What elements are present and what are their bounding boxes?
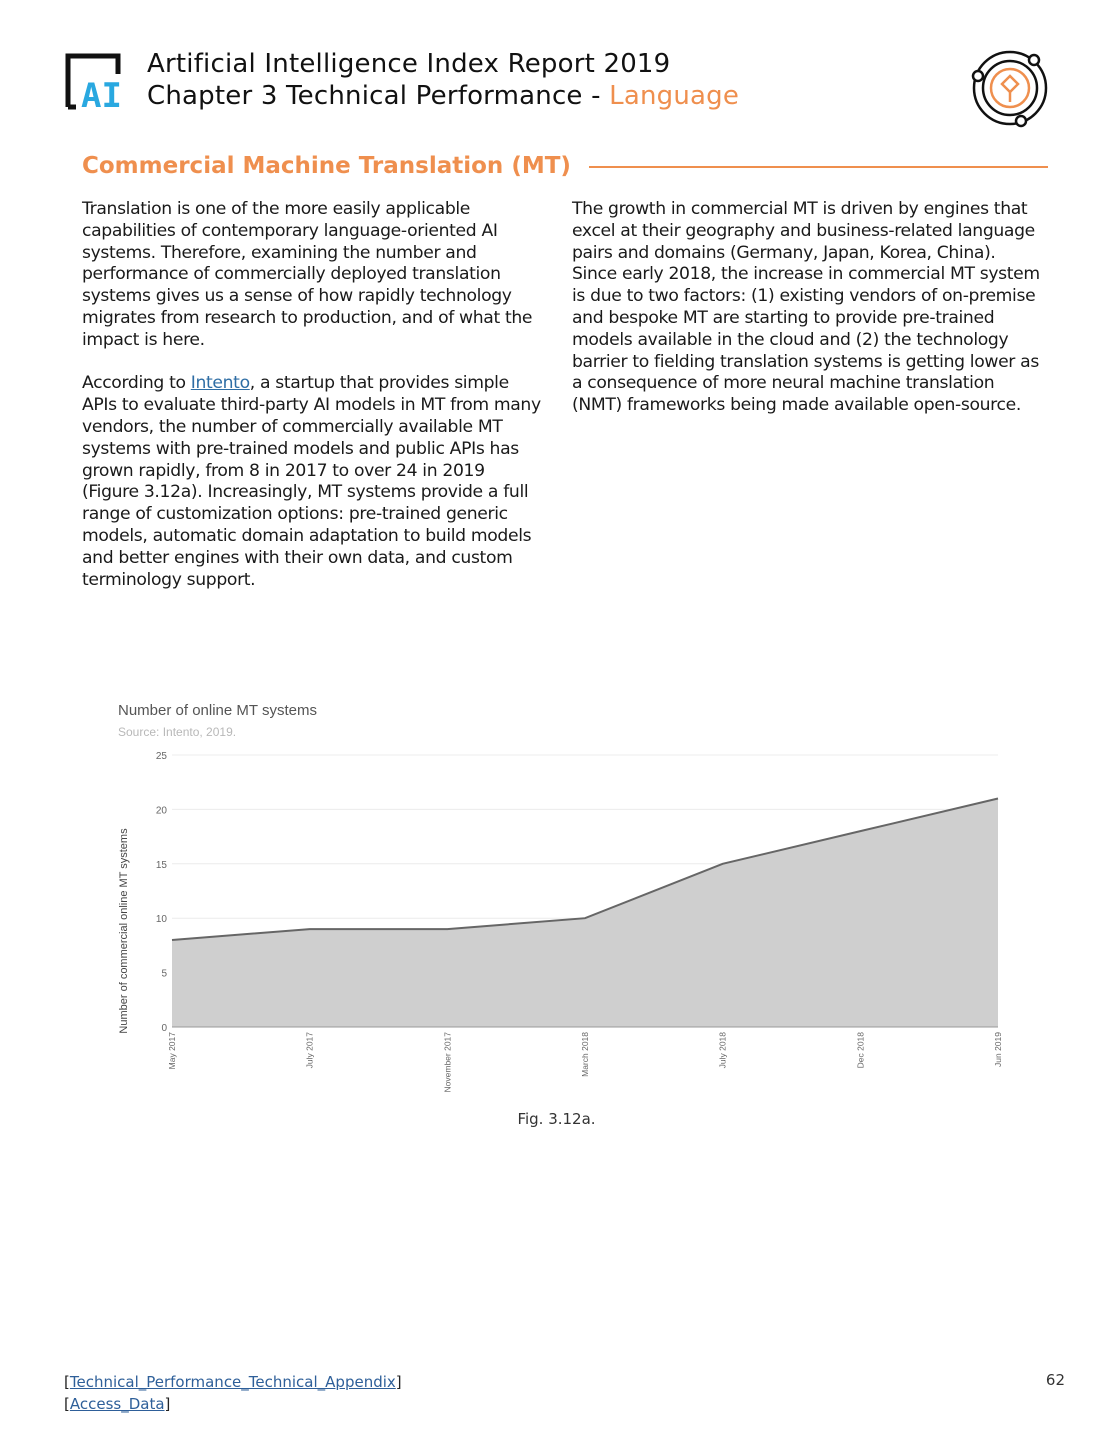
area-fill <box>172 799 998 1027</box>
ai-index-logo <box>64 52 132 110</box>
y-tick-label: 10 <box>155 914 167 926</box>
x-tick-label: July 2018 <box>717 1032 728 1069</box>
paragraph-text: , a startup that provides simple APIs to evaluate third-party AI models in MT from many vendors, the number of commercially available MT systems with pre-trained models and public APIs has grown rapidly, from 8 in 2017 to over 24 in 2019 (Figure 3.12a). Increasingly, MT systems provide a full range of customization options: pre-trained generic models, automatic domain adaptation to build models and better engines with their own data, and custom terminology support. <box>82 373 541 590</box>
access-data-link[interactable]: Access_Data <box>69 1395 165 1413</box>
paragraph-growth: The growth in commercial MT is driven by engines that excel at their geography and business-related language pairs and domains (Germany, Japan, Korea, China). Since early 2018, the increase in commercial MT system is due to two factors: (1) existing vendors of on-premise and bespoke MT are starting to provide pre-trained models available in the cloud and (2) the technology barrier to fielding translation systems is getting lower as a consequence of more neural machine translation (NMT) frameworks being made available open-source. <box>572 199 1040 416</box>
technical-appendix-link[interactable]: Technical_Performance_Technical_Appendix <box>69 1373 396 1391</box>
left-column <box>82 199 544 613</box>
chapter-emblem-icon <box>968 46 1052 130</box>
y-tick-label: 0 <box>161 1023 167 1034</box>
footer-links <box>64 1371 402 1415</box>
chart-canvas <box>110 700 1010 1100</box>
mt-systems-chart <box>110 700 1010 1100</box>
right-column <box>572 199 1042 439</box>
logo-text: AI <box>81 76 122 110</box>
x-tick-label: March 2018 <box>580 1032 590 1077</box>
y-tick-label: 25 <box>155 751 167 762</box>
chapter-prefix: Chapter 3 Technical Performance - <box>147 81 610 111</box>
page-number: 62 <box>1045 1371 1065 1389</box>
x-tick-label: July 2017 <box>304 1032 315 1069</box>
paragraph-intro: Translation is one of the more easily applicable capabilities of contemporary language-oriented AI systems. Therefore, examining the number and performance of commercially deployed translation systems gives us a sense of how rapidly technology migrates from research to production, and of what the impact is here. <box>82 199 533 350</box>
figure-caption: Fig. 3.12a. <box>517 1110 596 1128</box>
chart-title: Number of online MT systems <box>118 702 317 719</box>
section-heading <box>82 153 1048 179</box>
y-tick-label: 15 <box>155 859 167 871</box>
x-tick-label: November 2017 <box>442 1032 453 1093</box>
x-tick-label: May 2017 <box>167 1032 177 1070</box>
chapter-title <box>147 80 739 112</box>
chapter-topic: Language <box>609 81 740 111</box>
x-tick-label: Jun 2019 <box>993 1032 1003 1067</box>
paragraph-text: According to <box>82 373 191 394</box>
report-title: Artificial Intelligence Index Report 2019 <box>147 49 671 79</box>
y-axis-label: Number of commercial online MT systems <box>118 828 130 1034</box>
heading-rule <box>589 166 1048 168</box>
intento-link[interactable]: Intento <box>190 373 250 394</box>
y-tick-label: 5 <box>161 968 167 980</box>
chart-source: Source: Intento, 2019. <box>118 725 237 739</box>
x-tick-label: Dec 2018 <box>855 1032 866 1069</box>
report-header <box>147 48 739 112</box>
section-title: Commercial Machine Translation (MT) <box>82 153 571 179</box>
access-data-link-row: [Access_Data] <box>64 1395 171 1413</box>
appendix-link-row: [Technical_Performance_Technical_Appendix] <box>64 1373 402 1391</box>
y-tick-label: 20 <box>155 805 167 817</box>
paragraph-intento <box>82 373 544 591</box>
